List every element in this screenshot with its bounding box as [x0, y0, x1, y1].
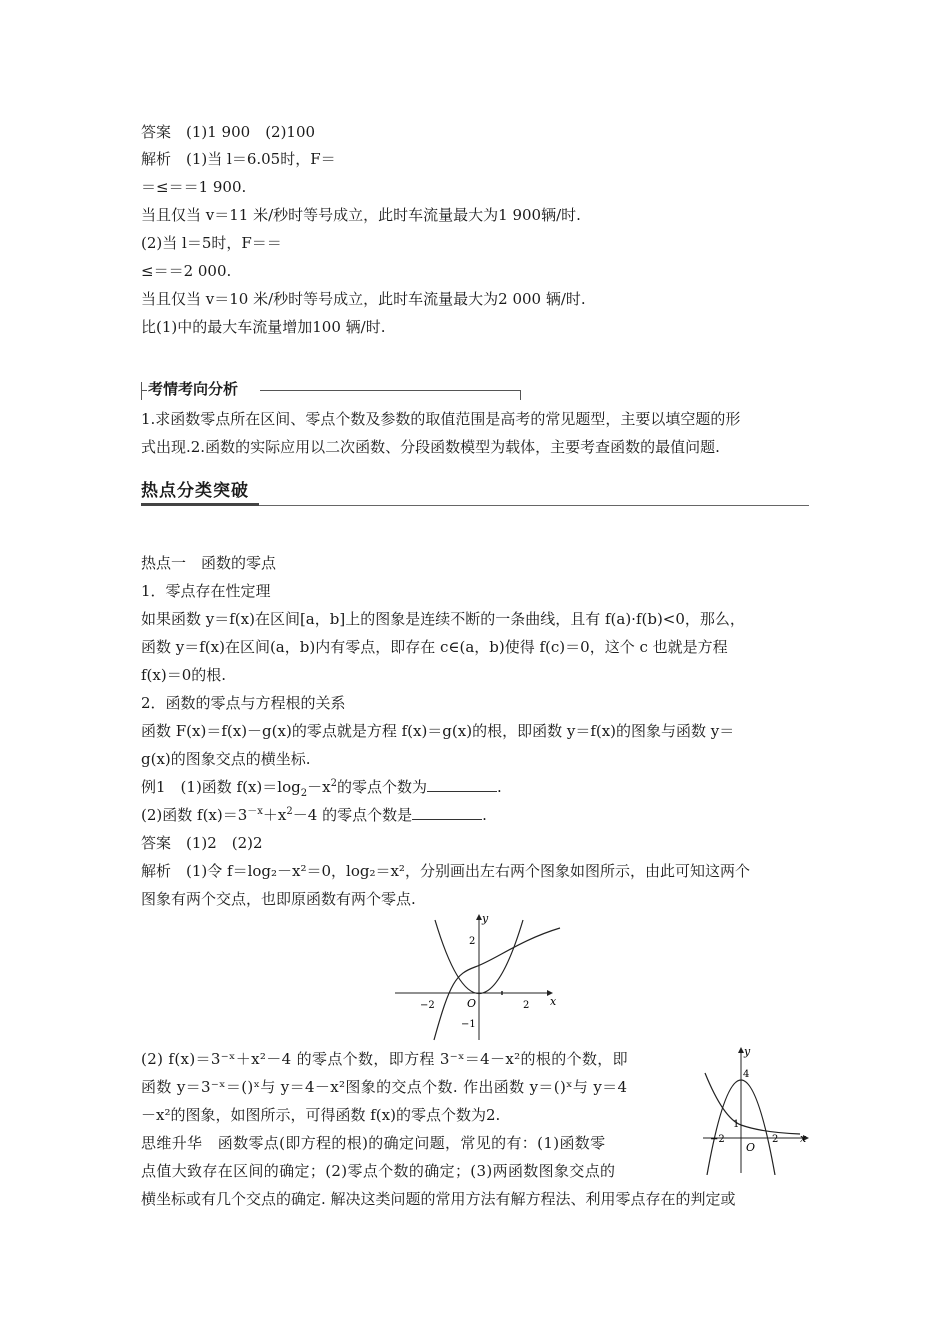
analysis-line-6: 当且仅当 v＝10 米/秒时等号成立，此时车流量最大为2 000 辆/时. — [141, 290, 586, 308]
answer-line: 答案 (1)1 900 (2)100 — [141, 123, 316, 141]
part2-line-2: 函数 y＝3⁻ˣ＝()ˣ与 y＝4－x²图象的交点个数. 作出函数 y＝()ˣ与 y＝4 — [141, 1078, 628, 1096]
section-label: 考情考向分析 — [148, 380, 239, 398]
tick-y-bottom: −1 — [461, 1019, 476, 1030]
body-line-1: 热点一 函数的零点 — [141, 554, 277, 572]
analysis-line-1: 解析 (1)当 l＝6.05时，F＝ — [141, 150, 336, 168]
hot-topic-title: 热点分类突破 — [141, 481, 249, 501]
tick-y-top: 4 — [743, 1069, 750, 1080]
part2-line-3: －x²的图象，如图所示，可得函数 f(x)的零点个数为2. — [141, 1106, 501, 1124]
tick-x-left: −2 — [710, 1134, 725, 1145]
analysis-line-4: (2)当 l＝5时，F＝＝ — [141, 234, 282, 252]
answer-blank[interactable] — [412, 805, 482, 820]
analysis-line-5: ≤＝＝2 000. — [141, 262, 232, 280]
exponential-curve — [705, 1073, 800, 1134]
tick-x-right: 2 — [523, 1000, 530, 1011]
tick-x-left: −2 — [420, 1000, 435, 1011]
body-line-7: 函数 F(x)＝f(x)－g(x)的零点就是方程 f(x)＝g(x)的根，即函数 y＝f(x)的图象与函数 y＝ — [141, 722, 735, 740]
origin-label: O — [746, 1141, 756, 1154]
section-text-2: 式出现.2.函数的实际应用以二次函数、分段函数模型为载体，主要考查函数的最值问题. — [141, 438, 720, 456]
body-line-8: g(x)的图象交点的横坐标. — [141, 750, 311, 768]
example-analysis-1: 解析 (1)令 f＝log₂－x²＝0，log₂＝x²，分别画出左右两个图象如图所示，由此可知这两个 — [141, 862, 750, 880]
tick-y-top: 2 — [469, 936, 476, 947]
analysis-line-3: 当且仅当 v＝11 米/秒时等号成立，此时车流量最大为1 900辆/时. — [141, 206, 581, 224]
body-line-6: 2．函数的零点与方程根的关系 — [141, 694, 346, 712]
function-graph-2 — [700, 1045, 812, 1175]
x-label: x — [800, 1132, 807, 1145]
part2-line-1: (2) f(x)＝3⁻ˣ＋x²－4 的零点个数，即方程 3⁻ˣ＝4－x²的根的个数，即 — [141, 1050, 628, 1068]
section-bracket — [141, 382, 142, 400]
x-label: x — [550, 995, 557, 1008]
body-line-3: 如果函数 y＝f(x)在区间[a，b]上的图象是连续不断的一条曲线，且有 f(a)·f(b)<0，那么， — [141, 610, 745, 628]
function-graph-1 — [390, 912, 565, 1042]
section-text-1: 1.求函数零点所在区间、零点个数及参数的取值范围是高考的常见题型，主要以填空题的形 — [141, 410, 741, 428]
part2-line-6: 横坐标或有几个交点的确定. 解决这类问题的常用方法有解方程法、利用零点存在的判定或 — [141, 1190, 736, 1208]
body-line-5: f(x)＝0的根. — [141, 666, 227, 684]
log-curve — [434, 928, 560, 1040]
body-line-2: 1．零点存在性定理 — [141, 582, 271, 600]
tick-y-one: 1 — [733, 1119, 740, 1130]
title-underline — [141, 503, 259, 506]
section-rule — [260, 390, 520, 391]
tick-x-right: 2 — [772, 1134, 779, 1145]
analysis-line-2: ＝≤＝＝1 900. — [141, 178, 247, 196]
y-label: y — [482, 912, 489, 925]
example-q1: 例1 (1)函数 $f(x)=\log_2-x^2$的零点个数为 . — [141, 778, 502, 799]
section-bracket-tick — [141, 390, 147, 391]
example-q2: (2)函数 $f(x)=3^{-x}+x^2-4$ 的零点个数是 . — [141, 806, 487, 824]
y-label: y — [744, 1045, 751, 1058]
analysis-line-7: 比(1)中的最大车流量增加100 辆/时. — [141, 318, 386, 336]
part2-line-4: 思维升华 函数零点(即方程的根)的确定问题，常见的有：(1)函数零 — [141, 1134, 606, 1152]
body-line-4: 函数 y＝f(x)在区间(a，b)内有零点，即存在 c∈(a，b)使得 f(c)＝0，这个 c 也就是方程 — [141, 638, 728, 656]
part2-line-5: 点值大致存在区间的确定；(2)零点个数的确定；(3)两函数图象交点的 — [141, 1162, 616, 1180]
section-rule-end — [520, 390, 521, 400]
answer-blank[interactable] — [427, 777, 497, 792]
example-analysis-2: 图象有两个交点，也即原函数有两个零点. — [141, 890, 416, 908]
example-answer: 答案 (1)2 (2)2 — [141, 834, 263, 852]
origin-label: O — [467, 997, 477, 1010]
